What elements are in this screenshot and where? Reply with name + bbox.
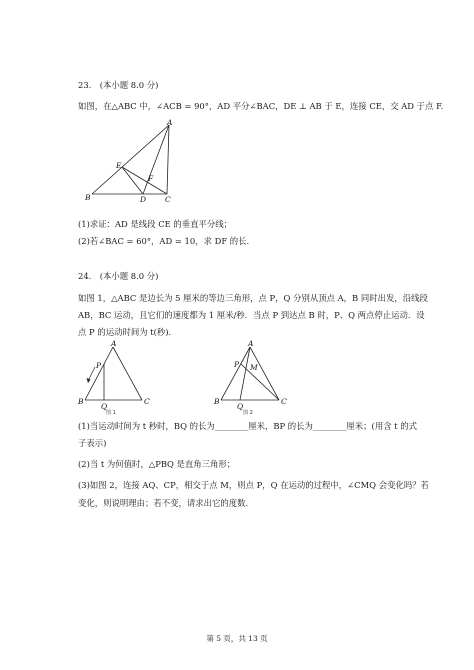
label-A: A — [167, 118, 173, 127]
q24-intro-line-2: AB，BC 运动，且它们的速度都为 1 厘米/秒．当点 P 到达点 B 时，P、Q 两点停止运动．设 — [78, 310, 425, 320]
q23-intro: 如图，在△ABC 中，∠ACB = 90°，AD 平分∠BAC，DE ⊥ AB 于 E，连接 CE，交 AD 于点 F. — [78, 101, 444, 111]
q24-part3-line-1: (3)如图 2，连接 AQ、CP，相交于点 M，则点 P，Q 在运动的过程中，∠CMQ 会变化吗？若 — [78, 480, 429, 490]
label-A: A — [111, 339, 117, 348]
label-B: B — [214, 397, 220, 406]
figure-1-caption: 图 1 — [106, 410, 116, 416]
segment-AB — [92, 125, 169, 194]
label-P: P — [96, 361, 102, 370]
segment-CP — [241, 364, 279, 400]
label-Q: Q — [101, 402, 108, 411]
q24-part1-line-1: (1)当运动时间为 t 秒时，BQ 的长为________厘米，BP 的长为________厘米；(用含 t 的式 — [78, 421, 418, 431]
label-D: D — [140, 195, 147, 204]
segment-AC — [250, 347, 279, 400]
motion-arrow-icon — [87, 367, 96, 383]
label-C: C — [165, 195, 171, 204]
q24-figure-2 — [213, 339, 293, 416]
q24-figure-1 — [78, 339, 158, 416]
page-footer: 第 5 页，共 13 页 — [206, 634, 268, 643]
label-C: C — [281, 397, 287, 406]
segment-AC — [167, 125, 169, 194]
segment-DE — [122, 167, 143, 194]
segment-AB — [221, 347, 250, 400]
q23-part1: (1)求证：AD 是线段 CE 的垂直平分线； — [78, 219, 233, 229]
label-Q: Q — [237, 402, 244, 411]
q23-part2: (2)若∠BAC = 60°，AD = 10，求 DF 的长. — [78, 236, 250, 246]
label-B: B — [78, 397, 84, 406]
q24-part2: (2)当 t 为何值时，△PBQ 是直角三角形； — [78, 459, 236, 469]
label-P: P — [234, 360, 240, 369]
segment-AB — [85, 347, 113, 400]
q24-intro-line-3: 点 P 的运动时间为 t(秒)． — [78, 327, 177, 337]
figure-2-caption: 图 2 — [243, 410, 253, 416]
label-B: B — [85, 193, 91, 202]
q24-intro-line-1: 如图 1，△ABC 是边长为 5 厘米的等边三角形，点 P，Q 分别从顶点 A，B 同时出发，沿线段 — [78, 293, 428, 303]
segment-AD — [143, 125, 169, 194]
q24-title: 24. (本小题 8.0 分) — [78, 271, 159, 281]
q23-title: 23. (本小题 8.0 分) — [78, 80, 159, 90]
label-A: A — [248, 339, 254, 348]
segment-AC — [113, 347, 142, 400]
q24-part1-line-2: 子表示) — [78, 438, 107, 448]
label-C: C — [144, 397, 150, 406]
label-F: F — [148, 174, 154, 183]
segment-AQ — [240, 347, 250, 400]
label-E: E — [116, 161, 122, 170]
q24-part3-line-2: 变化，则说明理由；若不变，请求出它的度数. — [78, 498, 249, 508]
q23-figure — [85, 120, 185, 202]
label-M: M — [250, 363, 258, 372]
